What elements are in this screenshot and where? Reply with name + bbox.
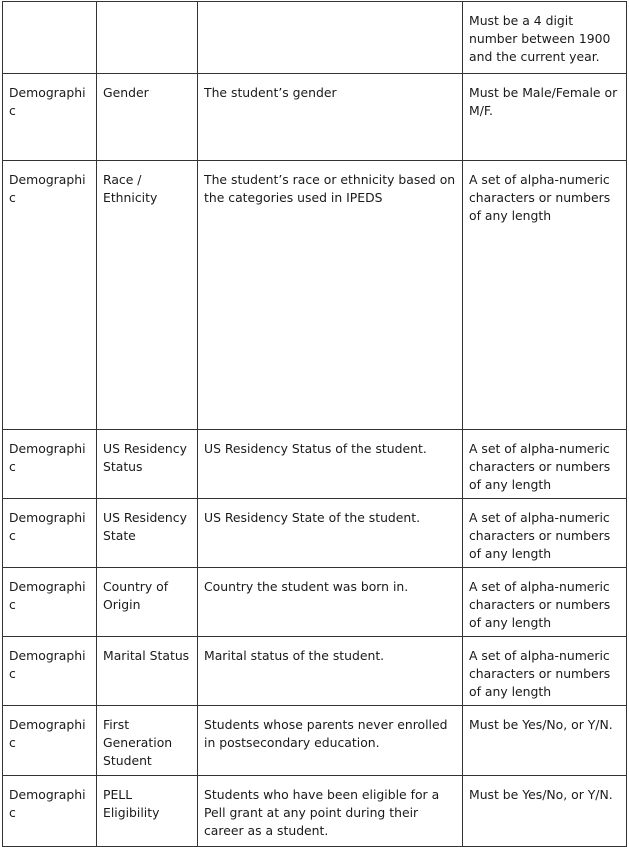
field-cell <box>97 2 198 74</box>
validation-cell: A set of alpha-numeric characters or numbers of any length <box>463 161 627 430</box>
table-row <box>3 776 627 847</box>
field-cell: US Residency Status <box>97 430 198 499</box>
category-cell: Demographic <box>3 706 97 776</box>
field-cell: PELL Eligibility <box>97 776 198 847</box>
validation-cell: A set of alpha-numeric characters or numbers of any length <box>463 637 627 706</box>
field-cell: First Generation Student <box>97 706 198 776</box>
table-row <box>3 161 627 430</box>
table-row <box>3 430 627 499</box>
validation-cell: Must be Male/Female or M/F. <box>463 74 627 161</box>
description-cell: Country the student was born in. <box>198 568 463 637</box>
field-definitions-table <box>2 1 627 847</box>
category-cell: Demographic <box>3 637 97 706</box>
table-row <box>3 637 627 706</box>
field-cell: US Residency State <box>97 499 198 568</box>
validation-cell: A set of alpha-numeric characters or numbers of any length <box>463 430 627 499</box>
table-row <box>3 568 627 637</box>
description-cell: The student’s race or ethnicity based on the categories used in IPEDS <box>198 161 463 430</box>
category-cell: Demographic <box>3 430 97 499</box>
description-cell: US Residency State of the student. <box>198 499 463 568</box>
description-cell <box>198 2 463 74</box>
validation-cell: Must be Yes/No, or Y/N. <box>463 706 627 776</box>
validation-cell: Must be Yes/No, or Y/N. <box>463 776 627 847</box>
category-cell <box>3 2 97 74</box>
table-row <box>3 706 627 776</box>
category-cell: Demographic <box>3 776 97 847</box>
validation-cell: A set of alpha-numeric characters or numbers of any length <box>463 568 627 637</box>
validation-cell: A set of alpha-numeric characters or numbers of any length <box>463 499 627 568</box>
field-cell: Marital Status <box>97 637 198 706</box>
category-cell: Demographic <box>3 568 97 637</box>
category-cell: Demographic <box>3 499 97 568</box>
validation-cell: Must be a 4 digit number between 1900 and the current year. <box>463 2 627 74</box>
description-cell: The student’s gender <box>198 74 463 161</box>
table-row <box>3 499 627 568</box>
description-cell: Students whose parents never enrolled in postsecondary education. <box>198 706 463 776</box>
field-cell: Country of Origin <box>97 568 198 637</box>
table-row <box>3 74 627 161</box>
description-cell: Students who have been eligible for a Pell grant at any point during their career as a student. <box>198 776 463 847</box>
category-cell: Demographic <box>3 74 97 161</box>
description-cell: Marital status of the student. <box>198 637 463 706</box>
table-row <box>3 2 627 74</box>
field-cell: Gender <box>97 74 198 161</box>
field-cell: Race / Ethnicity <box>97 161 198 430</box>
description-cell: US Residency Status of the student. <box>198 430 463 499</box>
category-cell: Demographic <box>3 161 97 430</box>
